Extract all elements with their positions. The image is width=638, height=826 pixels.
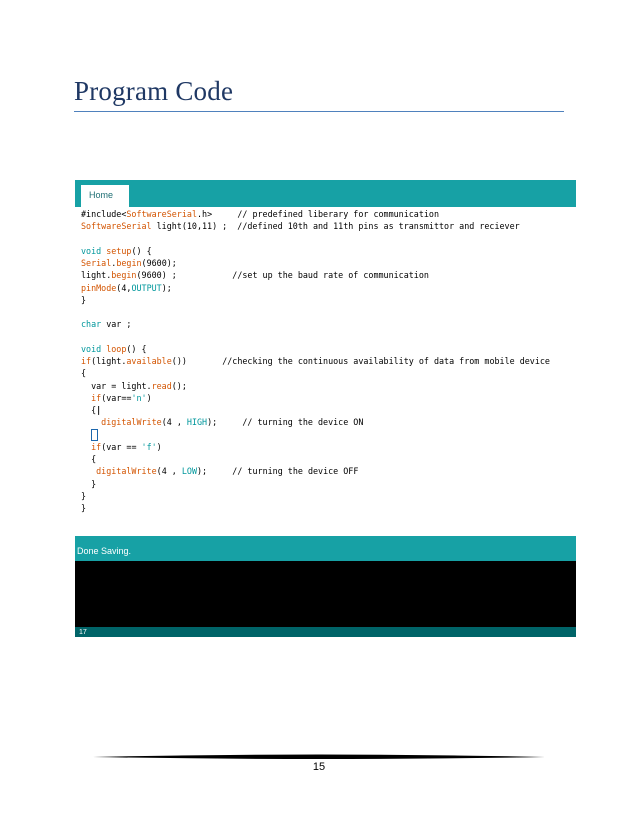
- code-token: read: [151, 380, 172, 391]
- code-token: );: [161, 282, 172, 293]
- code-token: {: [81, 368, 87, 379]
- code-token: ();: [171, 380, 187, 391]
- code-token: () {: [131, 245, 152, 256]
- title-divider: [74, 111, 564, 112]
- code-line: [81, 208, 550, 220]
- code-token: {: [81, 405, 97, 415]
- bracket-highlight-icon: [91, 429, 98, 441]
- code-line: [81, 404, 550, 416]
- code-line: [81, 306, 550, 318]
- code-line: [81, 269, 550, 281]
- code-token: }: [81, 490, 87, 501]
- code-token: (4 ,: [161, 417, 187, 428]
- code-token: [81, 442, 91, 452]
- code-token: setup: [106, 245, 132, 256]
- code-token: () {: [126, 343, 147, 354]
- code-token: HIGH: [186, 417, 208, 428]
- code-token: digitalWrite: [96, 466, 157, 477]
- code-line: [81, 367, 550, 379]
- code-token: [81, 430, 91, 440]
- code-editor[interactable]: [75, 207, 576, 536]
- tab-home[interactable]: Home: [81, 185, 129, 207]
- code-line: [81, 465, 550, 477]
- code-line: [81, 478, 550, 490]
- code-line: [81, 380, 550, 392]
- code-token: ): [156, 441, 162, 452]
- code-token: .h> // predefined liberary for communication: [196, 209, 440, 219]
- code-token: void: [81, 245, 102, 256]
- code-token: (9600);: [141, 258, 177, 268]
- console-output: [75, 561, 576, 627]
- code-token: [81, 417, 101, 427]
- tab-bar: [75, 180, 576, 207]
- code-token: ); // turning the device OFF: [197, 466, 359, 477]
- code-line: [81, 220, 550, 232]
- code-token: Serial: [81, 258, 112, 268]
- code-line: [81, 502, 550, 514]
- code-line: [81, 318, 550, 330]
- code-line: [81, 294, 550, 306]
- code-token: (var ==: [101, 441, 142, 452]
- arduino-ide-screenshot: [75, 180, 576, 637]
- code-line: [81, 245, 550, 257]
- code-token: ); // turning the device ON: [207, 417, 364, 428]
- code-token: {: [81, 454, 97, 464]
- code-token: void: [81, 343, 102, 354]
- code-token: (9600) ; //set up the baud rate of communication: [136, 270, 429, 281]
- page-title: Program Code: [74, 76, 234, 106]
- code-token: (var==: [101, 392, 132, 403]
- code-token: SoftwareSerial: [81, 221, 152, 232]
- code-token: (4 ,: [156, 466, 182, 477]
- code-line: [81, 416, 550, 428]
- code-token: (light.: [91, 356, 127, 366]
- code-token: light.: [81, 270, 112, 281]
- code-block: [81, 208, 550, 514]
- code-token: ): [146, 392, 152, 403]
- code-line: [81, 429, 550, 441]
- code-line: [81, 453, 550, 465]
- code-token: (4,: [116, 282, 132, 293]
- code-token: 'f': [141, 441, 157, 452]
- code-token: ()) //checking the continuous availability of data from mobile device: [171, 356, 550, 366]
- code-token: if: [91, 392, 102, 403]
- code-token: [81, 466, 96, 476]
- code-line: [81, 233, 550, 245]
- code-line: [81, 392, 550, 404]
- code-token: SoftwareSerial: [126, 209, 197, 219]
- code-token: .: [111, 258, 117, 268]
- code-token: LOW: [181, 466, 198, 477]
- code-token: var = light.: [81, 380, 152, 391]
- code-token: }: [81, 294, 87, 305]
- code-line: [81, 441, 550, 453]
- code-token: loop: [106, 343, 127, 354]
- status-bar: Done Saving.: [75, 536, 576, 561]
- code-token: if: [91, 441, 102, 452]
- code-line: [81, 257, 550, 269]
- code-token: }: [81, 503, 87, 513]
- code-token: pinMode: [81, 282, 117, 293]
- code-token: 'n': [131, 392, 147, 403]
- code-line: [81, 490, 550, 502]
- code-token: char: [81, 319, 102, 330]
- code-token: #include<: [81, 209, 127, 219]
- code-token: available: [126, 356, 172, 366]
- code-token: digitalWrite: [101, 417, 162, 428]
- page-number: 15: [312, 761, 326, 773]
- code-line: [81, 343, 550, 355]
- code-token: [81, 393, 91, 403]
- code-token: begin: [111, 270, 137, 281]
- code-token: }: [81, 478, 97, 489]
- code-token: light(10,11) ; //defined 10th and 11th pins as transmittor and reciever: [151, 221, 520, 232]
- text-cursor-icon: |: [96, 405, 102, 415]
- code-token: var ;: [101, 319, 132, 330]
- code-line: [81, 355, 550, 367]
- line-number-indicator: 17: [75, 627, 576, 637]
- code-line: [81, 331, 550, 343]
- code-token: begin: [116, 258, 142, 268]
- code-line: [81, 282, 550, 294]
- code-token: if: [81, 356, 92, 366]
- code-token: OUTPUT: [131, 282, 162, 293]
